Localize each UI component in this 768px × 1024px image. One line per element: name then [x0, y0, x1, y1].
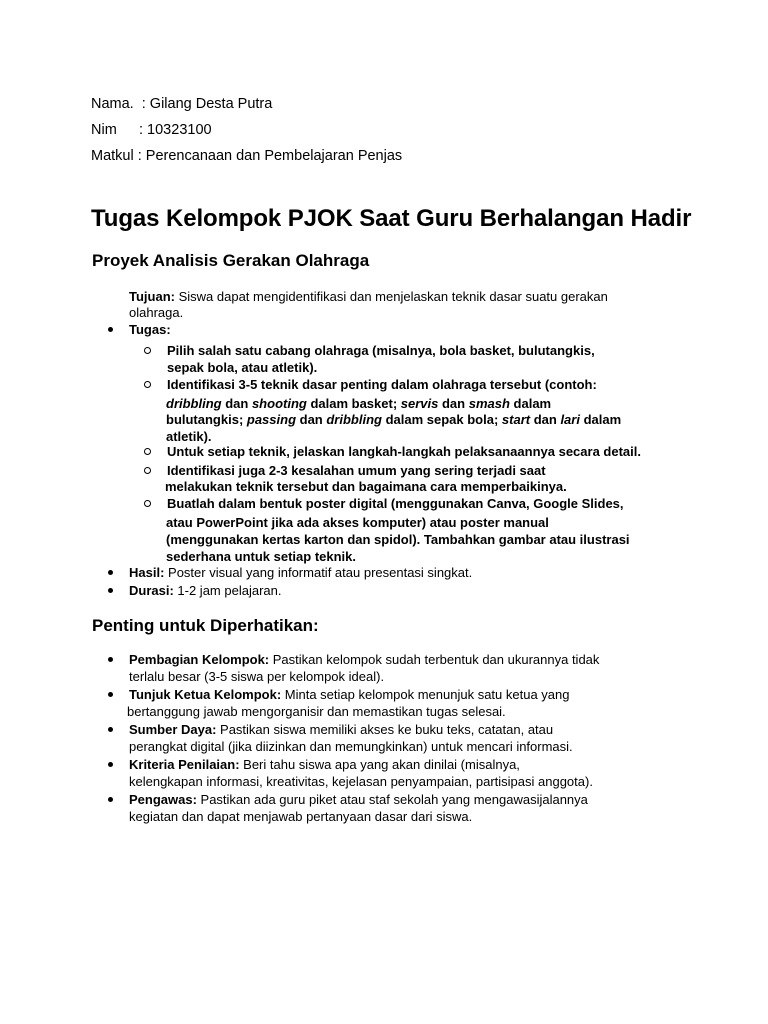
tugas-item-4-cont: melakukan teknik tersebut dan bagaimana cara memperbaikinya. — [165, 479, 567, 494]
hasil-label: Hasil: — [129, 565, 165, 580]
nama-label: Nama. — [91, 96, 134, 112]
hasil-line — [129, 564, 472, 581]
note-item: Sumber Daya: Pastikan siswa memiliki akses ke buku teks, catatan, atau — [129, 722, 554, 737]
tugas-item-5-line-2: atau PowerPoint jika ada akses komputer) atau poster manual — [166, 515, 549, 530]
matkul-line — [91, 146, 402, 166]
tujuan-text: Siswa dapat mengidentifikasi dan menjelaskan teknik dasar suatu gerakan — [174, 289, 608, 304]
durasi-label: Durasi: — [129, 583, 174, 598]
tugas-item-4: Identifikasi juga 2-3 kesalahan umum yang sering terjadi saat — [167, 463, 546, 478]
bullet-dot — [108, 727, 113, 732]
tugas-label: Tugas: — [129, 322, 171, 337]
sub-bullet-circle — [144, 381, 151, 388]
matkul-label: Matkul — [91, 148, 134, 164]
bullet-dot — [108, 762, 113, 767]
notes-heading: Penting untuk Diperhatikan: — [92, 616, 319, 635]
note-item-cont: terlalu besar (3-5 siswa per kelompok ideal). — [129, 669, 385, 684]
tujuan-line-2: olahraga. — [129, 305, 184, 320]
durasi-line — [129, 582, 281, 599]
tujuan-line — [129, 288, 608, 305]
tugas-item-2: Identifikasi 3-5 teknik dasar penting dalam olahraga tersebut (contoh: — [167, 377, 597, 392]
note-item: Tunjuk Ketua Kelompok: Minta setiap kelompok menunjuk satu ketua yang — [129, 687, 570, 702]
durasi-text: 1-2 jam pelajaran. — [173, 583, 282, 598]
note-item-cont: kegiatan dan dapat menjawab pertanyaan dasar dari siswa. — [129, 809, 473, 824]
note-item-cont: kelengkapan informasi, kreativitas, kejelasan penyampaian, partisipasi anggota). — [129, 774, 593, 789]
tugas-item-5-line-3: (menggunakan kertas karton dan spidol). Tambahkan gambar atau ilustrasi — [166, 532, 630, 547]
sub-bullet-circle — [144, 347, 151, 354]
note-item-cont: bertanggung jawab mengorganisir dan memastikan tugas selesai. — [127, 704, 506, 719]
nim-line — [91, 120, 212, 140]
hasil-text: Poster visual yang informatif atau presentasi singkat. — [164, 565, 473, 580]
tugas-item-2-line-4: atletik). — [166, 429, 212, 444]
bullet-dot — [108, 797, 113, 802]
tugas-item-1: Pilih salah satu cabang olahraga (misalnya, bola basket, bulutangkis, — [167, 343, 595, 358]
tugas-item-1-cont: sepak bola, atau atletik). — [167, 360, 318, 375]
tugas-item-3: Untuk setiap teknik, jelaskan langkah-langkah pelaksanaannya secara detail. — [167, 444, 641, 459]
bullet-dot — [108, 692, 113, 697]
page-title: Tugas Kelompok PJOK Saat Guru Berhalangan Hadir — [91, 205, 692, 232]
tujuan-label: Tujuan: — [129, 289, 175, 304]
bullet-dot — [108, 570, 113, 575]
nim-label: Nim — [91, 122, 117, 138]
note-item: Pembagian Kelompok: Pastikan kelompok sudah terbentuk dan ukurannya tidak — [129, 652, 600, 667]
sub-bullet-circle — [144, 448, 151, 455]
nim-value: : 10323100 — [139, 122, 212, 138]
bullet-dot — [108, 588, 113, 593]
bullet-dot — [108, 657, 113, 662]
matkul-value: : Perencanaan dan Pembelajaran Penjas — [137, 148, 403, 164]
note-item-cont: perangkat digital (jika diizinkan dan memungkinkan) untuk mencari informasi. — [129, 739, 573, 754]
tugas-item-2-line-2: dribbling dan shooting dalam basket; servis dan smash dalam — [166, 396, 552, 411]
note-item: Kriteria Penilaian: Beri tahu siswa apa yang akan dinilai (misalnya, — [129, 757, 520, 772]
tugas-item-2-line-3: bulutangkis; passing dan dribbling dalam sepak bola; start dan lari dalam — [166, 412, 622, 427]
tugas-item-5: Buatlah dalam bentuk poster digital (menggunakan Canva, Google Slides, — [167, 496, 624, 511]
bullet-dot — [108, 327, 113, 332]
sub-bullet-circle — [144, 467, 151, 474]
nama-line — [91, 94, 272, 114]
project-heading: Proyek Analisis Gerakan Olahraga — [92, 251, 370, 270]
note-item: Pengawas: Pastikan ada guru piket atau staf sekolah yang mengawasijalannya — [129, 792, 588, 807]
tugas-item-5-line-4: sederhana untuk setiap teknik. — [166, 549, 357, 564]
sub-bullet-circle — [144, 500, 151, 507]
nama-value: : Gilang Desta Putra — [141, 96, 273, 112]
